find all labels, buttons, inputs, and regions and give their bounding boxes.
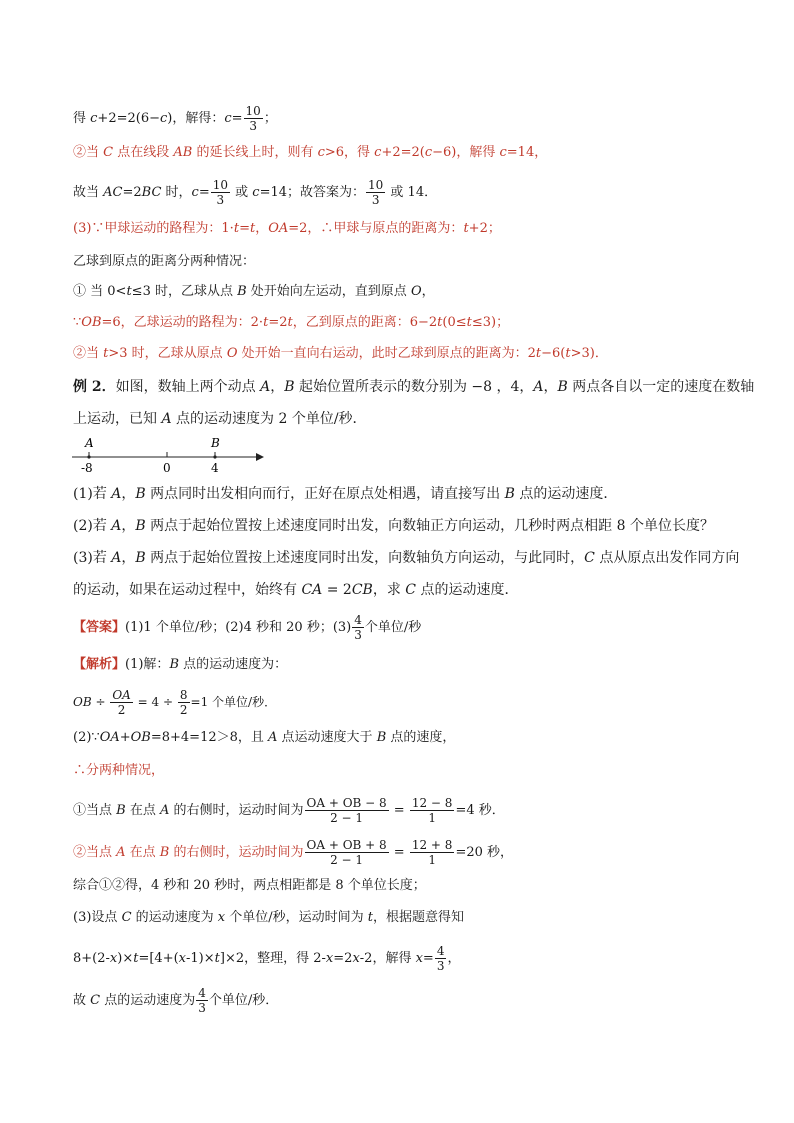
text: ； [263,111,277,126]
fraction: $\frac{10}{3}$ [245,104,261,133]
solution-line-7: ∵OB=6，乙球运动的路程为：2·t=2t，乙到原点的距离：6−2t(0≤t≤3)； [73,315,510,330]
solution-2-summary: 综合①②得，4 秒和 20 秒时，两点相距都是 8 个单位长度； [73,878,426,893]
analysis-tag: 【解析】 [73,657,126,672]
solution-line-4: (3)∵甲球运动的路程为：1·t=t，OA=2，∴甲球与原点的距离为：t+2； [73,221,501,236]
analysis-line: 【解析】(1)解：B 点的运动速度为： [73,657,288,672]
solution-line-2: ②当 C 点在线段 AB 的延长线上时，则有 c>6，得 c+2=2(c−6)，解得 c=14， [73,145,548,160]
fraction: $\frac{10}{3}$ [212,178,229,207]
point-a [87,455,90,458]
number-line [70,436,270,480]
text: +2=2(6− [97,111,160,126]
question-3: (3)若 A，B 两点于起始位置按上述速度同时出发，向数轴负方向运动，与此同时，C 点从原点出发作同方向 [73,550,740,566]
answer-tag: 【答案】 [73,620,126,635]
text: 得 [73,111,91,126]
var: c [159,111,168,126]
tick-label: 0 [163,461,171,475]
point-b [213,455,216,458]
solution-3-equation: 8+(2-x)×t=[4+(x-1)×t]×2，整理，得 2-x=2x-2，解得 x= $\frac{4}{3}$ ， [73,944,461,973]
text: = [231,111,243,126]
solution-line-3: 故当 AC=2BC 时，c= $\frac{10}{3}$ 或 c=14；故答案为： $\frac{10}{3}$ 或 14． [73,178,438,207]
axis-arrow-icon [256,453,264,461]
solution-line-5: 乙球到原点的距离分两种情况： [73,254,256,269]
solution-2-case-1: ①当点 B 在点 A 的右侧时，运动时间为 $\frac{OA + OB - 8}{2 - 1}$ = $\frac{12 - 8}{1}$ =4 秒． [73,796,505,825]
solution-2-case-2: ②当点 A 在点 B 的右侧时，运动时间为 $\frac{OA + OB + 8}{2 - 1}$ = $\frac{12 + 8}{1}$ =20 秒， [73,838,514,867]
number-line-figure [70,436,270,480]
tick-label: -8 [81,461,93,475]
example-2-prompt-cont: 上运动，已知 A 点的运动速度为 2 个单位/秒． [73,411,367,427]
solution-line-6: ① 当 0<t≤3 时，乙球从点 B 处开始向左运动，直到原点 O， [73,284,435,299]
question-2: (2)若 A，B 两点于起始位置按上述速度同时出发，向数轴正方向运动，几秒时两点相距 8 个单位长度？ [73,518,714,534]
solution-3-line: (3)设点 C 的运动速度为 x 个单位/秒，运动时间为 t，根据题意得知 [73,910,465,925]
var: c [224,111,232,126]
formula-speed-b: OB ÷ $\frac{OA}{2}$ = 4 ÷ $\frac{8}{2}$ =1 个单位/秒． [73,688,277,717]
solution-2-cases: ∴分两种情况， [73,763,165,778]
solution-3-conclusion: 故 C 点的运动速度为 $\frac{4}{3}$ 个单位/秒． [73,986,279,1015]
text: )，解得： [167,111,225,126]
solution-line-1 [73,104,277,133]
label-b: B [211,436,220,450]
solution-line-8: ②当 t>3 时，乙球从原点 O 处开始一直向右运动，此时乙球到原点的距离为：2t−6(t>3)． [73,346,608,361]
tick-label: 4 [211,461,219,475]
answer-line: 【答案】(1)1 个单位/秒；(2)4 秒和 20 秒；(3) $\frac{4}{3}$ 个单位/秒 [73,613,422,642]
question-1: (1)若 A，B 两点同时出发相向而行，正好在原点处相遇，请直接写出 B 点的运动速度． [73,486,618,502]
label-a: A [85,436,94,450]
var: c [90,111,98,126]
solution-2-line: (2)∵OA+OB=8+4=12＞8，且 A 点运动速度大于 B 点的速度， [73,730,456,745]
question-3-cont: 的运动，如果在运动过程中，始终有 CA = 2CB，求 C 点的运动速度． [73,582,519,598]
fraction: $\frac{10}{3}$ [368,178,384,207]
example-2-prompt: 例 2．如图，数轴上两个动点 A，B 起始位置所表示的数分别为 −8 ，4，A，B 两点各自以一定的速度在数轴 [73,379,755,395]
